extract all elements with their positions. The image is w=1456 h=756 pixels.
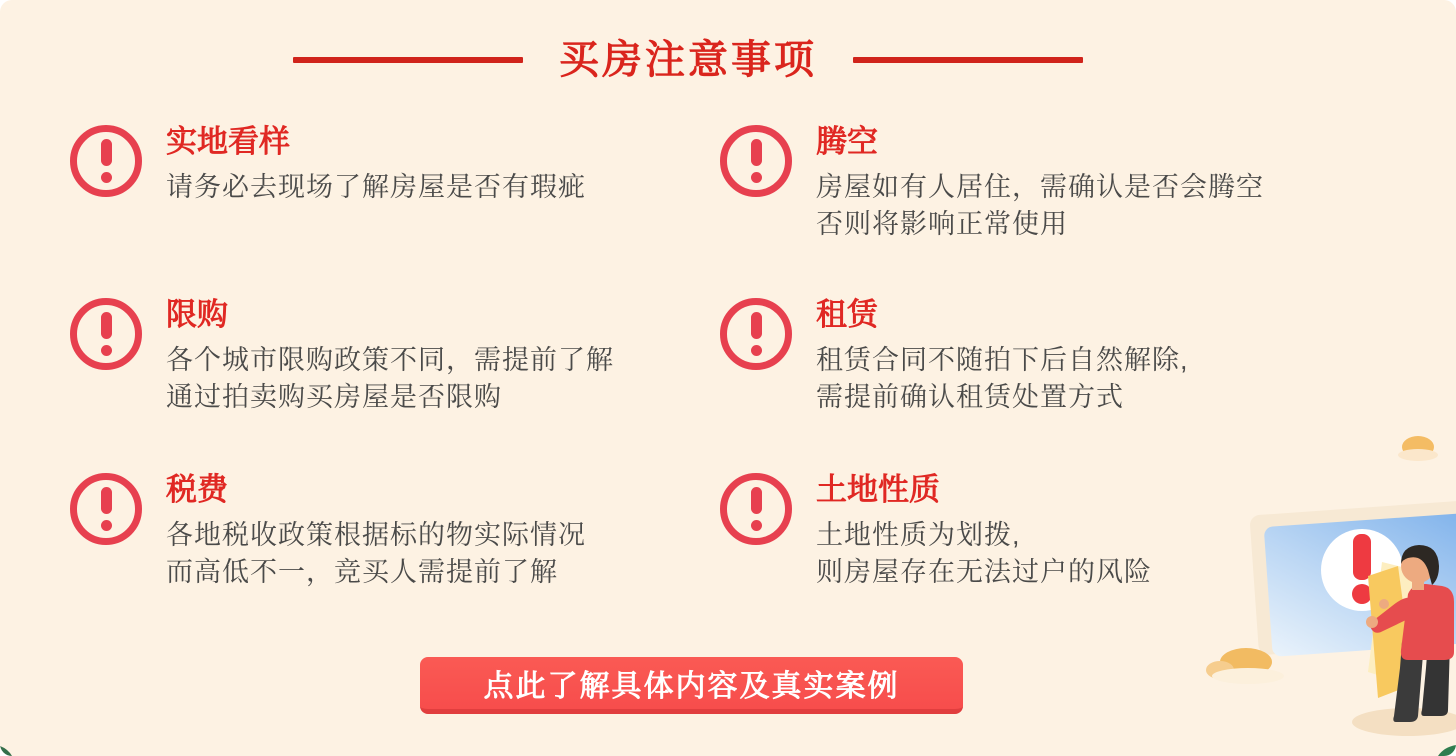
exclamation-circle-icon	[720, 298, 792, 370]
notice-item-lease	[720, 296, 1189, 416]
exclamation-circle-icon	[720, 473, 792, 545]
item-desc-line: 房屋如有人居住，需确认是否会腾空	[816, 172, 1264, 202]
warning-billboard-illustration	[1156, 416, 1456, 756]
page-title-row	[0, 38, 1416, 82]
exclamation-circle-icon	[70, 473, 142, 545]
title-line-right	[853, 57, 1083, 63]
item-desc-line: 各地税收政策根据标的物实际情况	[166, 520, 586, 550]
item-desc-line: 则房屋存在无法过户的风险	[816, 557, 1152, 587]
item-desc-line: 需提前确认租赁处置方式	[816, 382, 1124, 412]
notice-item-vacancy	[720, 123, 1264, 243]
item-desc-line: 而高低不一，竞买人需提前了解	[166, 557, 558, 587]
item-desc-line: 各个城市限购政策不同，需提前了解	[166, 345, 614, 375]
item-title: 租赁	[816, 297, 878, 332]
plant-leaf-icon	[1432, 743, 1456, 756]
cta-button[interactable]: 点此了解具体内容及真实案例	[420, 657, 963, 714]
notice-item-purchase-limit	[70, 296, 614, 416]
item-title: 土地性质	[816, 472, 940, 507]
notice-item-site-visit	[70, 123, 586, 206]
plant-leaf-icon	[0, 743, 22, 756]
item-title: 限购	[166, 297, 228, 332]
hand	[1379, 599, 1389, 609]
title-line-left	[293, 57, 523, 63]
notice-item-land-nature	[720, 471, 1152, 591]
page-title: 买房注意事项	[559, 38, 817, 82]
cloud-icon	[1398, 436, 1438, 461]
item-title: 腾空	[816, 124, 878, 159]
exclamation-circle-icon	[70, 125, 142, 197]
exclamation-circle-icon	[720, 125, 792, 197]
item-desc-line: 否则将影响正常使用	[816, 209, 1068, 239]
item-desc-line: 请务必去现场了解房屋是否有瑕疵	[166, 172, 586, 202]
item-desc-line: 通过拍卖购买房屋是否限购	[166, 382, 502, 412]
item-desc-line: 土地性质为划拨,	[816, 520, 1021, 550]
item-title: 实地看样	[166, 124, 290, 159]
hand	[1366, 616, 1378, 628]
item-desc-line: 租赁合同不随拍下后自然解除,	[816, 345, 1189, 375]
item-title: 税费	[166, 472, 228, 507]
exclamation-circle-icon	[70, 298, 142, 370]
notice-item-taxes	[70, 471, 586, 591]
